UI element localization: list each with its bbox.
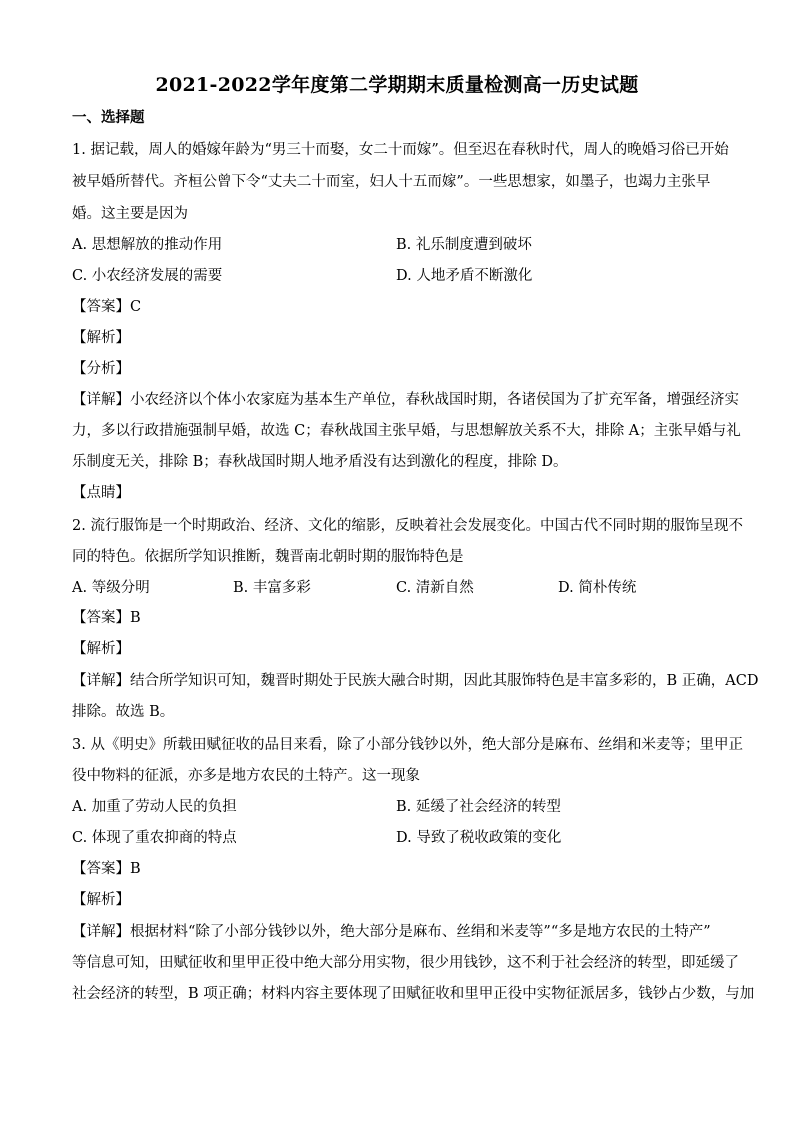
- q2-stem-line-1: 2. 流行服饰是一个时期政治、经济、文化的缩影，反映着社会发展变化。中国古代不同时期的服饰呈现不: [72, 518, 743, 534]
- page-title: 2021-2022学年度第二学期期末质量检测高一历史试题: [155, 74, 639, 96]
- q2-option-c: C. 清新自然: [396, 580, 474, 596]
- q3-detail-line-2: 等信息可知，田赋征收和里甲正役中绝大部分用实物，很少用钱钞，这不利于社会经济的转型，即延缓了: [72, 955, 739, 971]
- q2-stem-line-2: 同的特色。依据所学知识推断，魏晋南北朝时期的服饰特色是: [72, 549, 464, 565]
- q3-answer: 【答案】B: [72, 861, 141, 877]
- q3-stem-line-2: 役中物料的征派，亦多是地方农民的土特产。这一现象: [72, 768, 420, 784]
- q2-option-b: B. 丰富多彩: [233, 580, 311, 596]
- q1-detail-line-2: 力，多以行政措施强制早婚，故选 C；春秋战国主张早婚，与思想解放关系不大，排除 A；主张早婚与礼: [72, 423, 741, 439]
- q1-fenxi-label: 【分析】: [72, 361, 130, 377]
- q2-option-a: A. 等级分明: [72, 580, 150, 596]
- q3-stem-line-1: 3. 从《明史》所载田赋征收的品目来看，除了小部分钱钞以外，绝大部分是麻布、丝绢和米麦等；里甲正: [72, 737, 743, 753]
- q2-detail-line-2: 排除。故选 B。: [72, 704, 175, 720]
- q1-detail-line-3: 乐制度无关，排除 B；春秋战国时期人地矛盾没有达到激化的程度，排除 D。: [72, 454, 568, 470]
- q1-stem-line-2: 被早婚所替代。齐桓公曾下令“丈夫二十而室，妇人十五而嫁”。一些思想家，如墨子，也竭力主张早: [72, 174, 711, 190]
- q1-dianjing-label: 【点睛】: [72, 485, 130, 501]
- q3-detail-line-3: 社会经济的转型，B 项正确；材料内容主要体现了田赋征收和里甲正役中实物征派居多，钱钞占少数，与加: [72, 986, 755, 1002]
- q3-jiexi-label: 【解析】: [72, 892, 130, 908]
- q1-stem-line-3: 婚。这主要是因为: [72, 206, 188, 222]
- q1-answer: 【答案】C: [72, 299, 142, 315]
- q1-stem-line-1: 1. 据记载，周人的婚嫁年龄为“男三十而娶，女二十而嫁”。但至迟在春秋时代，周人的晚婚习俗已开始: [72, 142, 729, 158]
- q2-jiexi-label: 【解析】: [72, 641, 130, 657]
- q2-option-d: D. 简朴传统: [558, 580, 637, 596]
- q3-option-b: B. 延缓了社会经济的转型: [396, 799, 561, 815]
- q3-detail-line-1: 【详解】根据材料“除了小部分钱钞以外，绝大部分是麻布、丝绢和米麦等”“多是地方农民的土特产”: [72, 924, 711, 940]
- q1-option-d: D. 人地矛盾不断激化: [396, 268, 533, 284]
- q1-option-a: A. 思想解放的推动作用: [72, 237, 223, 253]
- q3-option-d: D. 导致了税收政策的变化: [396, 830, 562, 846]
- q2-detail-line-1: 【详解】结合所学知识可知，魏晋时期处于民族大融合时期，因此其服饰特色是丰富多彩的，B 正确，ACD: [72, 673, 759, 689]
- q3-option-c: C. 体现了重农抑商的特点: [72, 830, 237, 846]
- q2-answer: 【答案】B: [72, 610, 141, 626]
- q1-jiexi-label: 【解析】: [72, 330, 130, 346]
- q1-option-c: C. 小农经济发展的需要: [72, 268, 223, 284]
- q1-option-b: B. 礼乐制度遭到破坏: [396, 237, 532, 253]
- q1-detail-line-1: 【详解】小农经济以个体小农家庭为基本生产单位，春秋战国时期，各诸侯国为了扩充军备，增强经济实: [72, 392, 739, 408]
- q3-option-a: A. 加重了劳动人民的负担: [72, 799, 237, 815]
- section-heading: 一、选择题: [72, 109, 145, 126]
